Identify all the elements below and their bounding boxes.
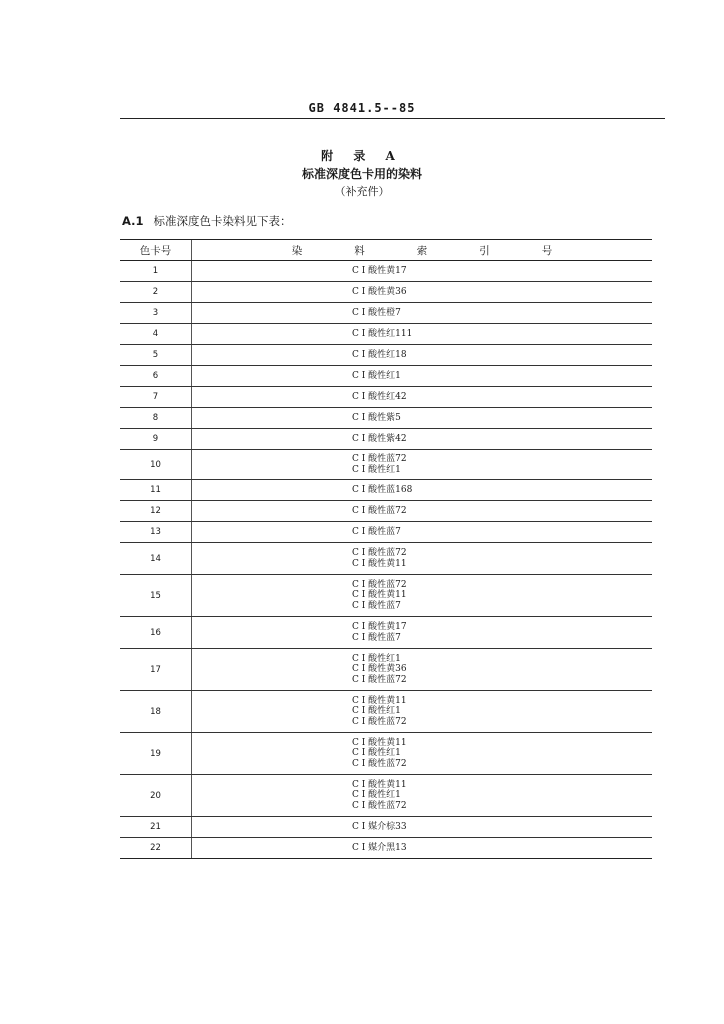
card-number-cell: 6 bbox=[120, 366, 192, 386]
table-row bbox=[120, 838, 652, 859]
card-number-cell: 18 bbox=[120, 691, 192, 732]
card-number-cell: 13 bbox=[120, 522, 192, 542]
appendix-note: （补充件） bbox=[334, 185, 390, 198]
dye-entry: C I 酸性黄11 bbox=[352, 558, 407, 569]
header-rule bbox=[120, 118, 665, 119]
table-row bbox=[120, 324, 652, 345]
dye-entry: C I 酸性红1 bbox=[352, 790, 401, 801]
section-text: 标准深度色卡染料见下表： bbox=[153, 214, 292, 228]
table-row bbox=[120, 817, 652, 838]
dye-entry: C I 酸性蓝72 bbox=[352, 548, 407, 558]
dye-entry: C I 酸性红1 bbox=[352, 653, 401, 664]
dye-index-cell bbox=[192, 691, 652, 732]
card-number-cell: 16 bbox=[120, 617, 192, 648]
card-number-cell: 7 bbox=[120, 387, 192, 407]
dye-index-cell bbox=[192, 450, 652, 479]
table-row bbox=[120, 408, 652, 429]
dye-entry: C I 媒介黑13 bbox=[352, 842, 407, 853]
dye-entry: C I 酸性黄11 bbox=[352, 590, 407, 601]
section-number: A.1 bbox=[122, 214, 144, 228]
col-header-dye-index bbox=[192, 240, 652, 260]
card-number-cell: 8 bbox=[120, 408, 192, 428]
table-row bbox=[120, 429, 652, 450]
col-header-char: 引 bbox=[479, 244, 490, 257]
table-row bbox=[120, 775, 652, 817]
dye-entry: C I 酸性红1 bbox=[352, 706, 401, 717]
card-number-cell: 4 bbox=[120, 324, 192, 344]
col-header-char: 料 bbox=[354, 244, 365, 257]
dye-index-cell bbox=[192, 303, 652, 323]
card-number-cell: 5 bbox=[120, 345, 192, 365]
table-row bbox=[120, 387, 652, 408]
dye-index-cell bbox=[192, 345, 652, 365]
card-number-cell: 2 bbox=[120, 282, 192, 302]
dye-entry: C I 酸性蓝72 bbox=[352, 505, 407, 516]
table-row bbox=[120, 522, 652, 543]
dye-entry: C I 酸性蓝7 bbox=[352, 526, 401, 537]
dye-entry: C I 酸性蓝72 bbox=[352, 454, 407, 464]
dye-entry: C I 酸性红42 bbox=[352, 391, 407, 402]
appendix-title: 标准深度色卡用的染料 bbox=[301, 167, 422, 181]
dye-entry: C I 酸性蓝72 bbox=[352, 758, 407, 769]
table-row bbox=[120, 543, 652, 575]
dye-entry: C I 酸性红1 bbox=[352, 464, 401, 475]
card-number-cell: 21 bbox=[120, 817, 192, 837]
dye-entry: C I 媒介棕33 bbox=[352, 821, 407, 832]
card-number-cell: 3 bbox=[120, 303, 192, 323]
card-number-cell: 11 bbox=[120, 480, 192, 500]
dye-entry: C I 酸性黄36 bbox=[352, 664, 407, 675]
table-row bbox=[120, 366, 652, 387]
col-header-card-no: 色卡号 bbox=[120, 240, 192, 260]
table-row bbox=[120, 345, 652, 366]
dye-index-cell bbox=[192, 775, 652, 816]
dye-index-cell bbox=[192, 387, 652, 407]
col-header-char: 索 bbox=[416, 244, 428, 257]
card-number-cell: 9 bbox=[120, 429, 192, 449]
dye-entry: C I 酸性蓝72 bbox=[352, 800, 407, 811]
dye-entry: C I 酸性红18 bbox=[352, 349, 407, 360]
dye-entry: C I 酸性紫42 bbox=[352, 433, 407, 444]
dye-index-cell bbox=[192, 838, 652, 858]
table-row bbox=[120, 691, 652, 733]
dye-index-cell bbox=[192, 501, 652, 521]
card-number-cell: 20 bbox=[120, 775, 192, 816]
standard-code: GB 4841.5--85 bbox=[308, 101, 416, 115]
dye-index-cell bbox=[192, 480, 652, 500]
dye-index-cell bbox=[192, 324, 652, 344]
dye-entry: C I 酸性红1 bbox=[352, 370, 401, 381]
dye-entry: C I 酸性黄11 bbox=[352, 779, 407, 790]
table-row bbox=[120, 501, 652, 522]
dye-entry: C I 酸性蓝7 bbox=[352, 632, 401, 643]
card-number-cell: 19 bbox=[120, 733, 192, 774]
dye-entry: C I 酸性红1 bbox=[352, 748, 401, 759]
dye-entry: C I 酸性黄36 bbox=[352, 286, 407, 297]
dye-entry: C I 酸性蓝7 bbox=[352, 600, 401, 611]
dye-index-cell bbox=[192, 429, 652, 449]
card-number-cell: 1 bbox=[120, 261, 192, 281]
table-row bbox=[120, 261, 652, 282]
dye-entry: C I 酸性黄17 bbox=[352, 265, 407, 276]
dye-index-cell bbox=[192, 543, 652, 574]
card-number-cell: 14 bbox=[120, 543, 192, 574]
dye-entry: C I 酸性蓝72 bbox=[352, 674, 407, 685]
col-header-char: 号 bbox=[541, 244, 553, 257]
dye-index-cell bbox=[192, 617, 652, 648]
card-number-cell: 10 bbox=[120, 450, 192, 479]
table-row bbox=[120, 480, 652, 501]
table-row bbox=[120, 303, 652, 324]
dye-table bbox=[120, 239, 652, 859]
dye-entry: C I 酸性紫5 bbox=[352, 412, 401, 423]
dye-entry: C I 酸性红111 bbox=[352, 328, 413, 339]
appendix-label: 附 录 A bbox=[321, 149, 403, 163]
dye-entry: C I 酸性黄17 bbox=[352, 622, 407, 632]
dye-index-cell bbox=[192, 649, 652, 690]
table-row bbox=[120, 450, 652, 480]
dye-index-cell bbox=[192, 733, 652, 774]
card-number-cell: 12 bbox=[120, 501, 192, 521]
card-number-cell: 22 bbox=[120, 838, 192, 858]
table-row bbox=[120, 733, 652, 775]
table-body bbox=[120, 261, 652, 859]
dye-entry: C I 酸性黄11 bbox=[352, 737, 407, 748]
dye-entry: C I 酸性蓝72 bbox=[352, 579, 407, 590]
dye-entry: C I 酸性蓝168 bbox=[352, 484, 413, 495]
table-row bbox=[120, 649, 652, 691]
dye-index-cell bbox=[192, 817, 652, 837]
col-header-char: 染 bbox=[291, 244, 303, 257]
dye-entry: C I 酸性蓝72 bbox=[352, 716, 407, 727]
dye-index-cell bbox=[192, 261, 652, 281]
card-number-cell: 17 bbox=[120, 649, 192, 690]
dye-entry: C I 酸性黄11 bbox=[352, 695, 407, 706]
table-row bbox=[120, 282, 652, 303]
dye-index-cell bbox=[192, 408, 652, 428]
section-heading bbox=[122, 213, 291, 229]
dye-index-cell bbox=[192, 522, 652, 542]
dye-entry: C I 酸性橙7 bbox=[352, 307, 401, 318]
table-row bbox=[120, 575, 652, 617]
table-row bbox=[120, 617, 652, 649]
table-header bbox=[120, 239, 652, 261]
card-number-cell: 15 bbox=[120, 575, 192, 616]
dye-index-cell bbox=[192, 575, 652, 616]
dye-index-cell bbox=[192, 366, 652, 386]
dye-index-cell bbox=[192, 282, 652, 302]
